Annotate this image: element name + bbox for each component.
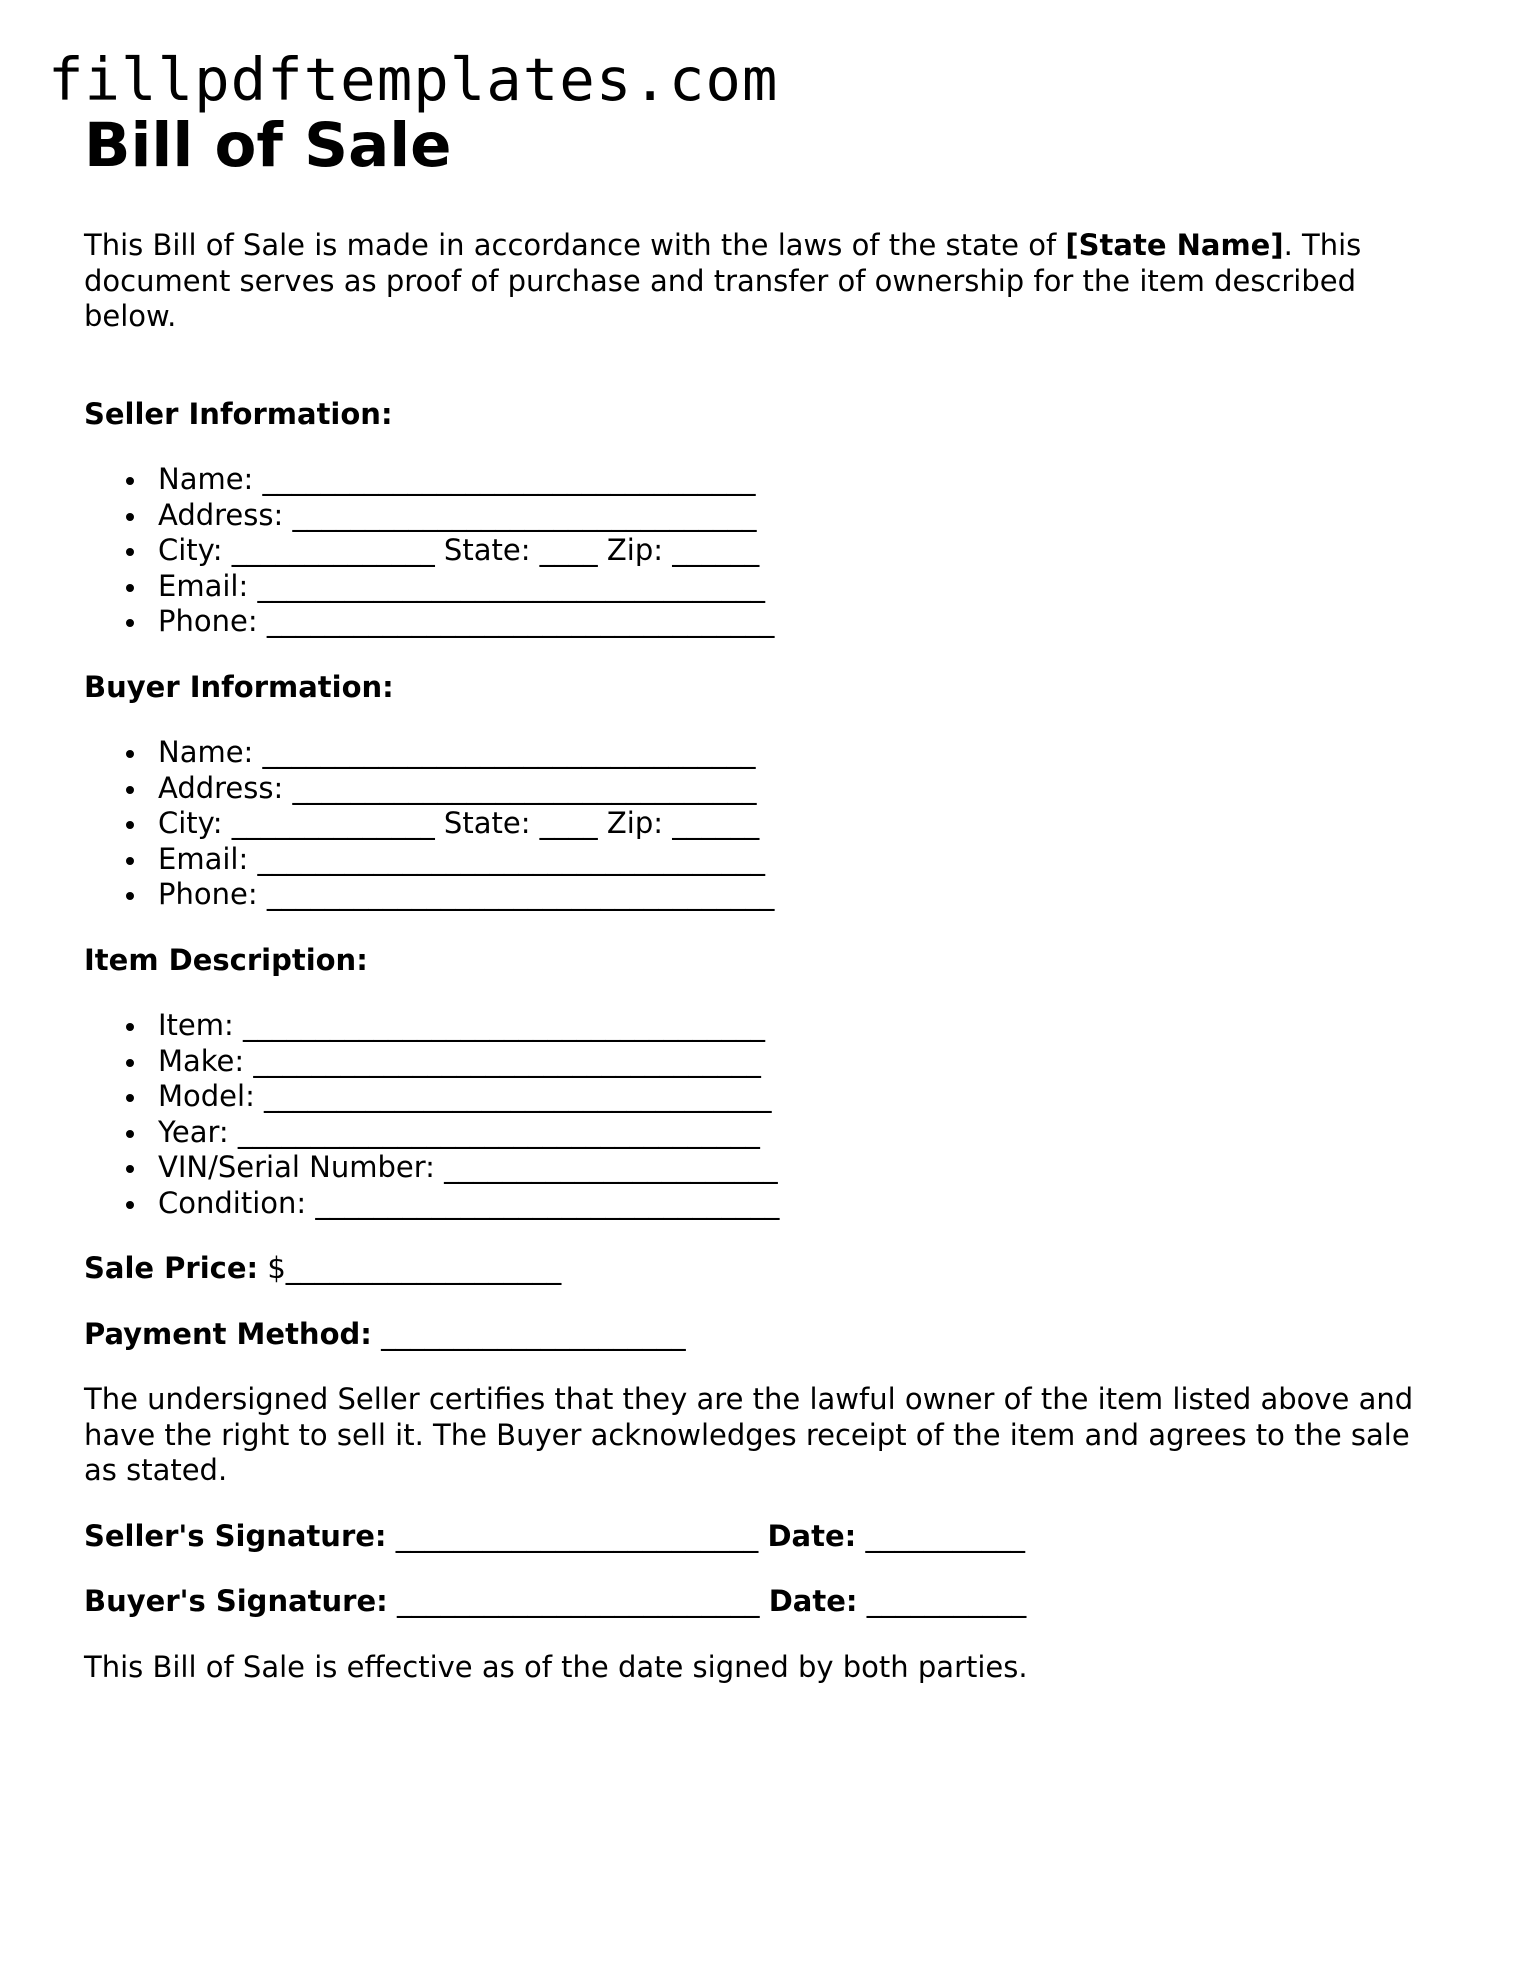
buyer-email-field[interactable]: Email: ___________________________________ (84, 842, 1444, 878)
buyer-date-label: Date: (768, 1584, 858, 1618)
buyer-signature-row (84, 1584, 1444, 1620)
bullet-icon (126, 584, 134, 592)
seller-name-field[interactable]: Name: __________________________________ (84, 462, 1444, 498)
buyer-address-field[interactable]: Address: ________________________________ (84, 771, 1444, 807)
state-name-placeholder: [State Name] (1065, 228, 1284, 262)
seller-email-field[interactable]: Email: ___________________________________ (84, 569, 1444, 605)
buyer-city-state-zip-field[interactable]: City: ______________ State: ____ Zip: ______ (84, 806, 1444, 842)
bullet-icon (126, 857, 134, 865)
seller-city-state-zip-field[interactable]: City: ______________ State: ____ Zip: ______ (84, 533, 1444, 569)
bullet-icon (126, 1094, 134, 1102)
document-body (84, 110, 1444, 1685)
seller-info-list (84, 462, 1444, 640)
item-description-list (84, 1008, 1444, 1221)
buyer-name-field[interactable]: Name: __________________________________ (84, 735, 1444, 771)
model-field[interactable]: Model: ___________________________________ (84, 1079, 1444, 1115)
sale-price-field[interactable]: $___________________ (267, 1251, 562, 1285)
intro-text-before: This Bill of Sale is made in accordance with the laws of the state of (84, 228, 1066, 262)
sale-price-label: Sale Price: (84, 1251, 259, 1285)
intro-paragraph (84, 228, 1444, 335)
bullet-icon (126, 1130, 134, 1138)
payment-method-row (84, 1317, 1444, 1353)
bullet-icon (126, 619, 134, 627)
seller-phone-field[interactable]: Phone: ___________________________________ (84, 604, 1444, 640)
make-field[interactable]: Make: ___________________________________ (84, 1044, 1444, 1080)
item-field[interactable]: Item: ____________________________________ (84, 1008, 1444, 1044)
buyer-date-field[interactable]: ___________ (866, 1584, 1027, 1618)
buyer-signature-field[interactable]: _________________________ (396, 1584, 760, 1618)
bullet-icon (126, 750, 134, 758)
seller-address-field[interactable]: Address: ________________________________ (84, 498, 1444, 534)
seller-signature-field[interactable]: _________________________ (395, 1518, 759, 1553)
seller-date-label: Date: (767, 1518, 857, 1553)
seller-date-field[interactable]: ___________ (865, 1518, 1025, 1553)
site-watermark: fillpdftemplates.com (48, 45, 779, 114)
seller-heading: Seller Information: (84, 396, 393, 431)
intro-text-after: . This document serves as proof of purchase and transfer of ownership for the item described below. (84, 228, 1362, 333)
bullet-icon (126, 1165, 134, 1173)
seller-signature-label: Seller's Signature: (84, 1518, 387, 1553)
bullet-icon (126, 821, 134, 829)
closing-paragraph: This Bill of Sale is effective as of the date signed by both parties. (84, 1649, 1028, 1684)
vin-serial-field[interactable]: VIN/Serial Number: _______________________ (84, 1150, 1444, 1186)
document-title: Bill of Sale (84, 110, 452, 181)
buyer-signature-label: Buyer's Signature: (84, 1584, 388, 1618)
payment-method-label: Payment Method: (84, 1316, 372, 1351)
buyer-heading: Buyer Information: (84, 669, 394, 704)
bullet-icon (126, 1201, 134, 1209)
bullet-icon (126, 1059, 134, 1067)
buyer-phone-field[interactable]: Phone: ___________________________________ (84, 877, 1444, 913)
certification-paragraph: The undersigned Seller certifies that they are the lawful owner of the item listed above and have the right to sell it. The Buyer acknowledges receipt of the item and agrees to the sale as stated. (84, 1382, 1414, 1487)
bullet-icon (126, 477, 134, 485)
item-heading: Item Description: (84, 942, 368, 977)
bullet-icon (126, 548, 134, 556)
buyer-info-list (84, 735, 1444, 913)
sale-price-row (84, 1251, 1444, 1287)
payment-method-field[interactable]: _____________________ (381, 1316, 686, 1351)
condition-field[interactable]: Condition: ________________________________ (84, 1186, 1444, 1222)
bullet-icon (126, 892, 134, 900)
bullet-icon (126, 1023, 134, 1031)
year-field[interactable]: Year: ____________________________________ (84, 1115, 1444, 1151)
bullet-icon (126, 513, 134, 521)
seller-signature-row (84, 1519, 1444, 1555)
bullet-icon (126, 786, 134, 794)
